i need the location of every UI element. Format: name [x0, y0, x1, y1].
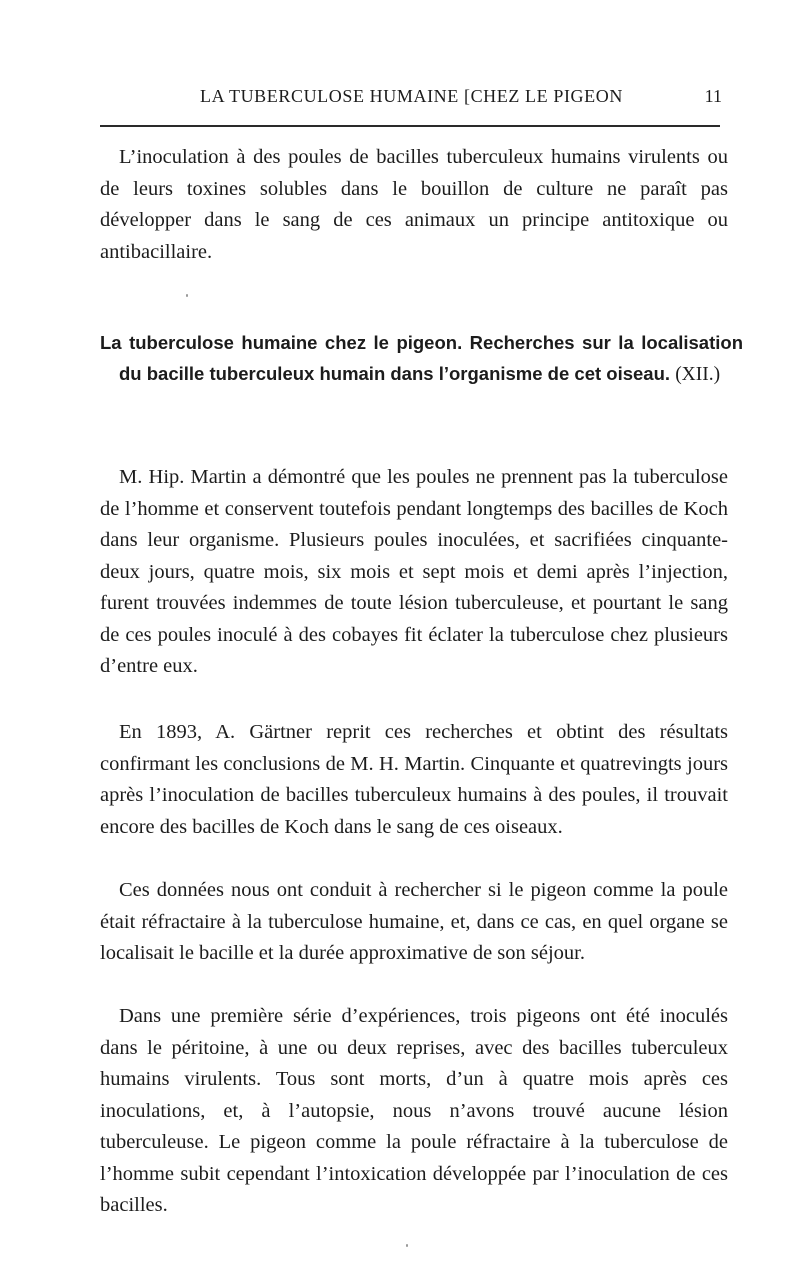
section-heading: [100, 327, 743, 390]
paragraph: Ces données nous ont conduit à rechercher si le pigeon comme la poule était réfractaire à la tuberculose humaine, et, dans ce cas, en quel organe se localisait le bacille et la durée approximative de son séjour.: [100, 879, 728, 964]
section-reference: (XII.): [675, 364, 721, 385]
print-speck: [186, 294, 188, 297]
paragraph-martin-block: [100, 462, 728, 683]
paragraph: En 1893, A. Gärtner reprit ces recherches et obtint des résultats confirmant les conclusions de M. H. Martin. Cinquante et quatrevingts jours après l’inoculation de bacilles tuberculeux humains à des poules, il trouvait encore des bacilles de Koch dans le sang de ces oiseaux.: [100, 721, 728, 838]
paragraph: Dans une première série d’expériences, trois pigeons ont été inoculés dans le péritoine, à une ou deux reprises, avec des bacilles tuberculeux humains virulents. Tous sont morts, d’un à quatre mois après ces inoculations, et, à l’autopsie, nous n’avons trouvé aucune lésion tuberculeuse. Le pigeon comme la poule réfractaire à la tuberculose de l’homme subit cependant l’intoxication développée par l’inoculation de ces bacilles.: [100, 1005, 728, 1216]
section-heading-text: La tuberculose humaine chez le pigeon. Recherches sur la localisation du bacille tuberculeux humain dans l’organisme de cet oiseau.: [100, 332, 743, 384]
paragraph: M. Hip. Martin a démontré que les poules ne prennent pas la tuberculose de l’homme et conservent toutefois pendant longtemps des bacilles de Koch dans leur organisme. Plusieurs poules inoculées, et sacrifiées cinquante-deux jours, quatre mois, six mois et sept mois et demi après l’injection, furent trouvées indemmes de toute lésion tuberculeuse, et pourtant le sang de ces poules inoculé à des cobayes fit éclater la tuberculose chez plusieurs d’entre eux.: [100, 466, 728, 677]
paragraph-pigeon-question-block: [100, 875, 728, 970]
running-head: [100, 86, 720, 112]
intro-block: [100, 142, 728, 268]
print-speck: [406, 1244, 408, 1247]
paragraph-experiments-block: [100, 1001, 728, 1222]
intro-paragraph: L’inoculation à des poules de bacilles tuberculeux humains virulents ou de leurs toxines solubles dans le bouillon de culture ne paraît pas développer dans le sang de ces animaux un principe antitoxique ou antibacillaire.: [100, 146, 728, 263]
page-number: 11: [704, 86, 722, 106]
running-title: LA TUBERCULOSE HUMAINE [CHEZ LE PIGEON: [200, 86, 623, 106]
header-rule: [100, 125, 720, 127]
paragraph-gartner-block: [100, 717, 728, 843]
